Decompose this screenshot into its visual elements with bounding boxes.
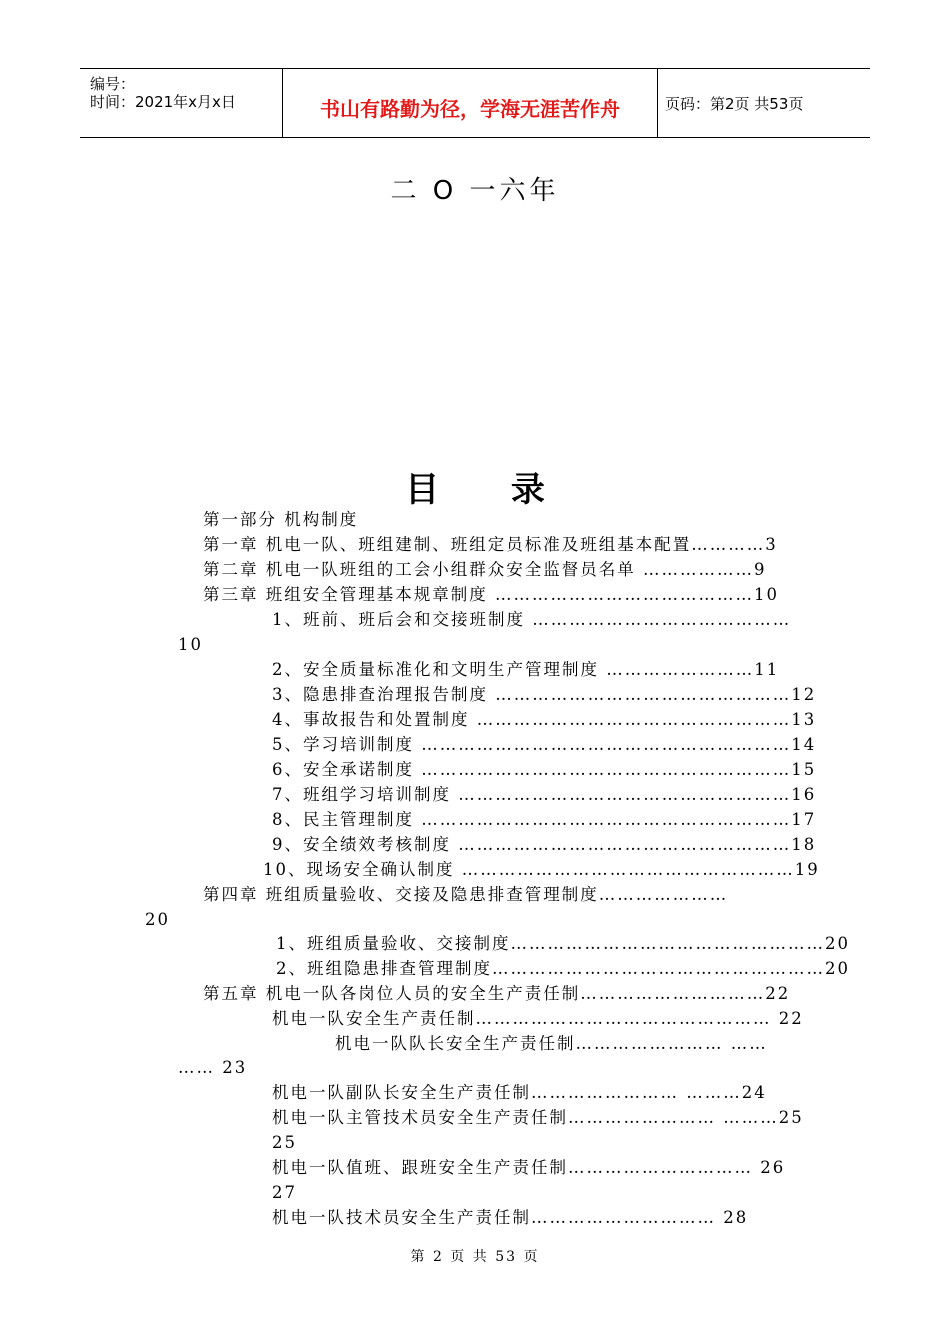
toc-item: 8、民主管理制度 ……………………………………………………17 (272, 810, 817, 829)
toc-item: 1、班前、班后会和交接班制度 …………………………………… (272, 610, 792, 629)
toc-chapter-2: 第二章 机电一队班组的工会小组群众安全监督员名单 ………………9 (203, 560, 767, 579)
toc-chapter-4: 第四章 班组质量验收、交接及隐患排查管理制度………………… (203, 885, 729, 904)
page-footer: 第 2 页 共 53 页 (410, 1249, 540, 1265)
document-date: 时间：2021年x月x日 (90, 93, 236, 111)
header-meta-cell (80, 69, 283, 137)
toc-item: 机电一队队长安全生产责任制…………………… …… (335, 1034, 768, 1053)
toc-page-wrap: …… 23 (178, 1058, 248, 1077)
toc-item: 机电一队主管技术员安全生产责任制…………………… ………25 (272, 1108, 804, 1127)
header-page-info: 页码：第2页 共53页 (665, 95, 804, 113)
toc-chapter-5: 第五章 机电一队各岗位人员的安全生产责任制…………………………22 (203, 984, 791, 1003)
toc-title: 目 录 (405, 470, 575, 510)
toc-page-wrap: 20 (145, 910, 170, 929)
toc-item: 2、安全质量标准化和文明生产管理制度 ……………………11 (272, 660, 780, 679)
toc-item: 机电一队安全生产责任制………………………………………… 22 (272, 1009, 804, 1028)
document-number: 编号： (90, 75, 136, 93)
toc-item: 3、隐患排查治理报告制度 …………………………………………12 (272, 685, 817, 704)
header-motto-cell (283, 69, 658, 137)
toc-item: 机电一队值班、跟班安全生产责任制………………………… 26 (272, 1158, 786, 1177)
toc-item: 1、班组质量验收、交接制度……………………………………………20 (276, 934, 850, 953)
toc-chapter-3: 第三章 班组安全管理基本规章制度 ……………………………………10 (203, 585, 779, 604)
toc-page-wrap: 27 (272, 1183, 297, 1202)
toc-page-wrap: 25 (272, 1133, 297, 1152)
motto-text: 书山有路勤为径，学海无涯苦作舟 (320, 97, 620, 121)
toc-item: 机电一队副队长安全生产责任制…………………… ………24 (272, 1083, 767, 1102)
toc-page-wrap: 10 (178, 635, 203, 654)
toc-item: 7、班组学习培训制度 ………………………………………………16 (272, 785, 817, 804)
toc-item: 5、学习培训制度 ……………………………………………………14 (272, 735, 817, 754)
toc-part-heading: 第一部分 机构制度 (203, 510, 359, 529)
toc-item: 2、班组隐患排查管理制度………………………………………………20 (276, 959, 850, 978)
toc-item: 机电一队技术员安全生产责任制………………………… 28 (272, 1208, 749, 1227)
year-heading: 二 O 一六年 (390, 176, 560, 206)
toc-chapter-1: 第一章 机电一队、班组建制、班组定员标准及班组基本配置…………3 (203, 535, 778, 554)
toc-item: 10、现场安全确认制度 ………………………………………………19 (263, 860, 820, 879)
header-table (80, 68, 870, 138)
toc-item: 6、安全承诺制度 ……………………………………………………15 (272, 760, 817, 779)
toc-item: 9、安全绩效考核制度 ………………………………………………18 (272, 835, 817, 854)
toc-item: 4、事故报告和处置制度 ……………………………………………13 (272, 710, 817, 729)
